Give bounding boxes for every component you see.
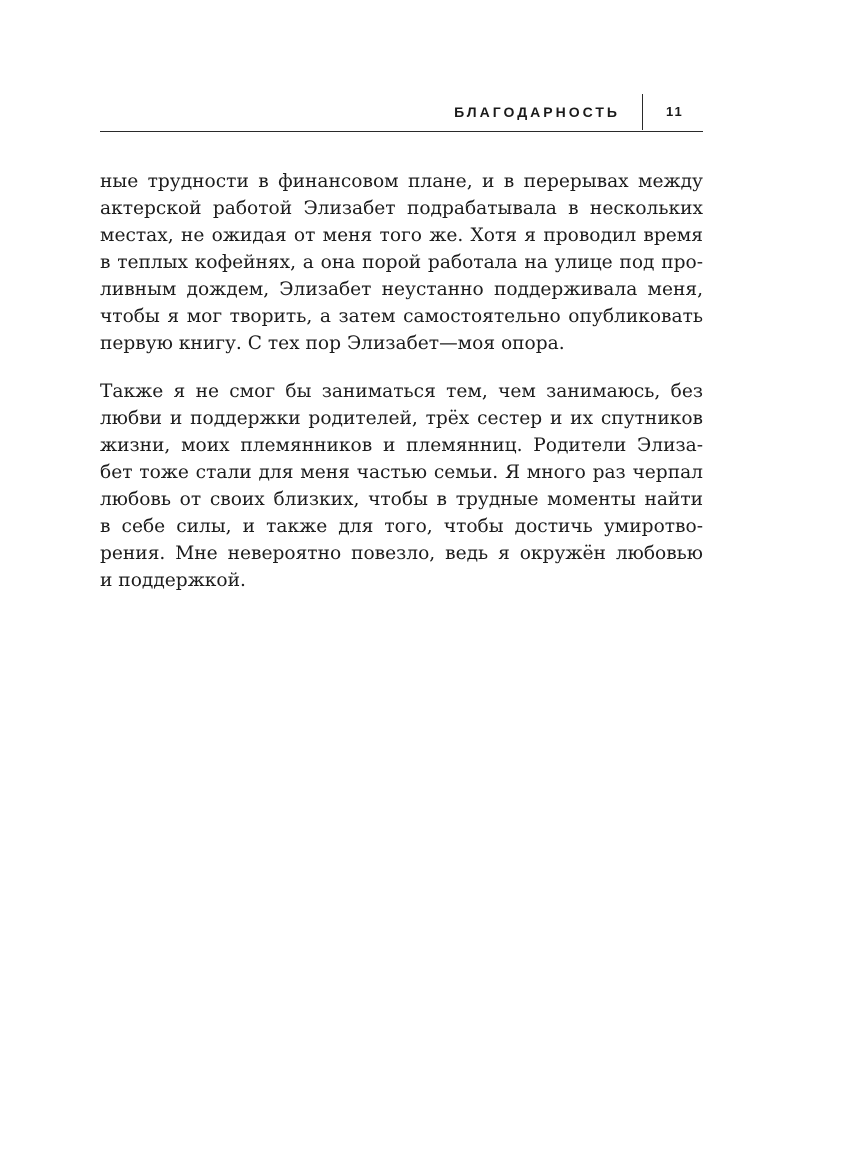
paragraph-1 [100, 168, 703, 357]
text-line: первую книгу. С тех пор Элизабет—моя опора. [100, 333, 565, 354]
page-number: 11 [666, 104, 684, 119]
text-line: актерской работой Элизабет подрабатывала в нескольких [100, 198, 703, 219]
text-line: любовь от своих близких, чтобы в трудные моменты найти [100, 489, 703, 510]
section-title: БЛАГОДАРНОСТЬ [454, 104, 620, 120]
paragraph-2 [100, 378, 703, 594]
running-header [100, 92, 703, 132]
text-line: жизни, моих племянников и племянниц. Родители Элиза- [100, 435, 703, 456]
paragraph-spacer [100, 357, 703, 378]
text-line: любви и поддержки родителей, трёх сестер и их спутников [100, 408, 703, 429]
text-line: чтобы я мог творить, а затем самостоятельно опубликовать [100, 306, 703, 327]
text-line: местах, не ожидая от меня того же. Хотя я проводил время [100, 225, 703, 246]
text-line: ливным дождем, Элизабет неустанно поддерживала меня, [100, 279, 703, 300]
text-line: бет тоже стали для меня частью семьи. Я много раз черпал [100, 462, 703, 483]
text-line: Также я не смог бы заниматься тем, чем занимаюсь, без [100, 381, 703, 402]
text-line: в теплых кофейнях, а она порой работала на улице под про- [100, 252, 703, 273]
header-divider [642, 94, 643, 130]
text-line: рения. Мне невероятно повезло, ведь я окружён любовью [100, 543, 703, 564]
text-line: и поддержкой. [100, 570, 246, 591]
text-line: ные трудности в финансовом плане, и в перерывах между [100, 171, 703, 192]
text-line: в себе силы, и также для того, чтобы достичь умиротво- [100, 516, 703, 537]
body-text [100, 168, 703, 594]
